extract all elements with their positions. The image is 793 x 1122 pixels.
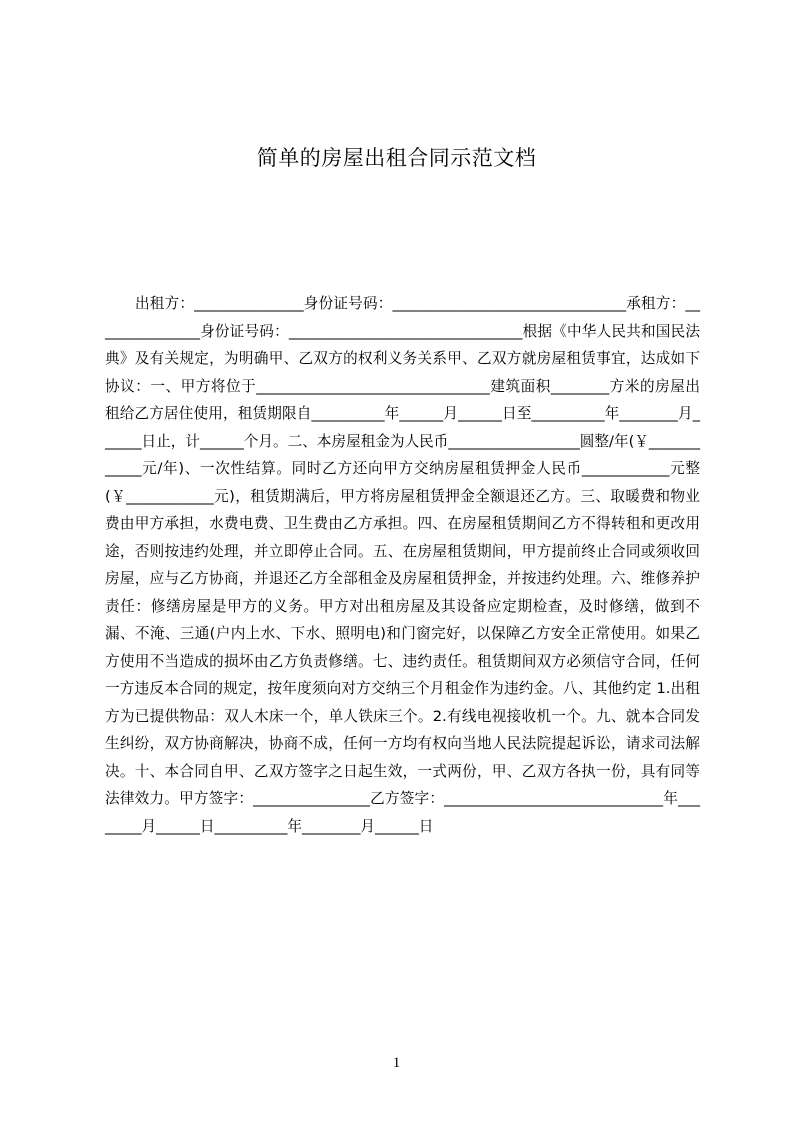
document-title: 简单的房屋出租合同示范文档 — [256, 146, 537, 170]
contract-body-text: 出租方：_______________身份证号码：________________________________承租方：_______________身份证号码：________________________________根据《中华人民共和国民法典》及有关规定，为明确甲、乙双方的权利义务关系甲、乙双方就房屋租赁事宜，达成如下协议：一、甲方将位于________________________________建筑面积________方米的房屋出租给乙方居住使用，租赁期限自__________年______月______日至__________年________月______日止，计______个月。二、本房屋租金为人民币__________________圆整/年(￥____________元/年)、一次性结算。同时乙方还向甲方交纳房屋租赁押金人民币____________元整(￥____________元)，租赁期满后，甲方将房屋租赁押金全额退还乙方。三、取暖费和物业费由甲方承担，水费电费、卫生费由乙方承担。四、在房屋租赁期间乙方不得转租和更改用途，否则按违约处理，并立即停止合同。五、在房屋租赁期间，甲方提前终止合同或须收回房屋，应与乙方协商，并退还乙方全部租金及房屋租赁押金，并按违约处理。六、维修养护责任：修缮房屋是甲方的义务。甲方对出租房屋及其设备应定期检查，及时修缮，做到不漏、不淹、三通(户内上水、下水、照明电)和门窗完好，以保障乙方安全正常使用。如果乙方使用不当造成的损坏由乙方负责修缮。七、违约责任。租赁期间双方必须信守合同，任何一方违反本合同的规定，按年度须向对方交纳三个月租金作为违约金。八、其他约定 1.出租方为已提供物品：双人木床一个，单人铁床三个。2.有线电视接收机一个。九、就本合同发生纠纷，双方协商解决，协商不成，任何一方均有权向当地人民法院提起诉讼，请求司法解决。十、本合同自甲、乙双方签字之日起生效，一式两份，甲、乙双方各执一份，具有同等法律效力。甲方签字：________________乙方签字：______________________________年________月______日__________年________月______日 — [105, 295, 700, 835]
page-number: 1 — [392, 1055, 401, 1071]
